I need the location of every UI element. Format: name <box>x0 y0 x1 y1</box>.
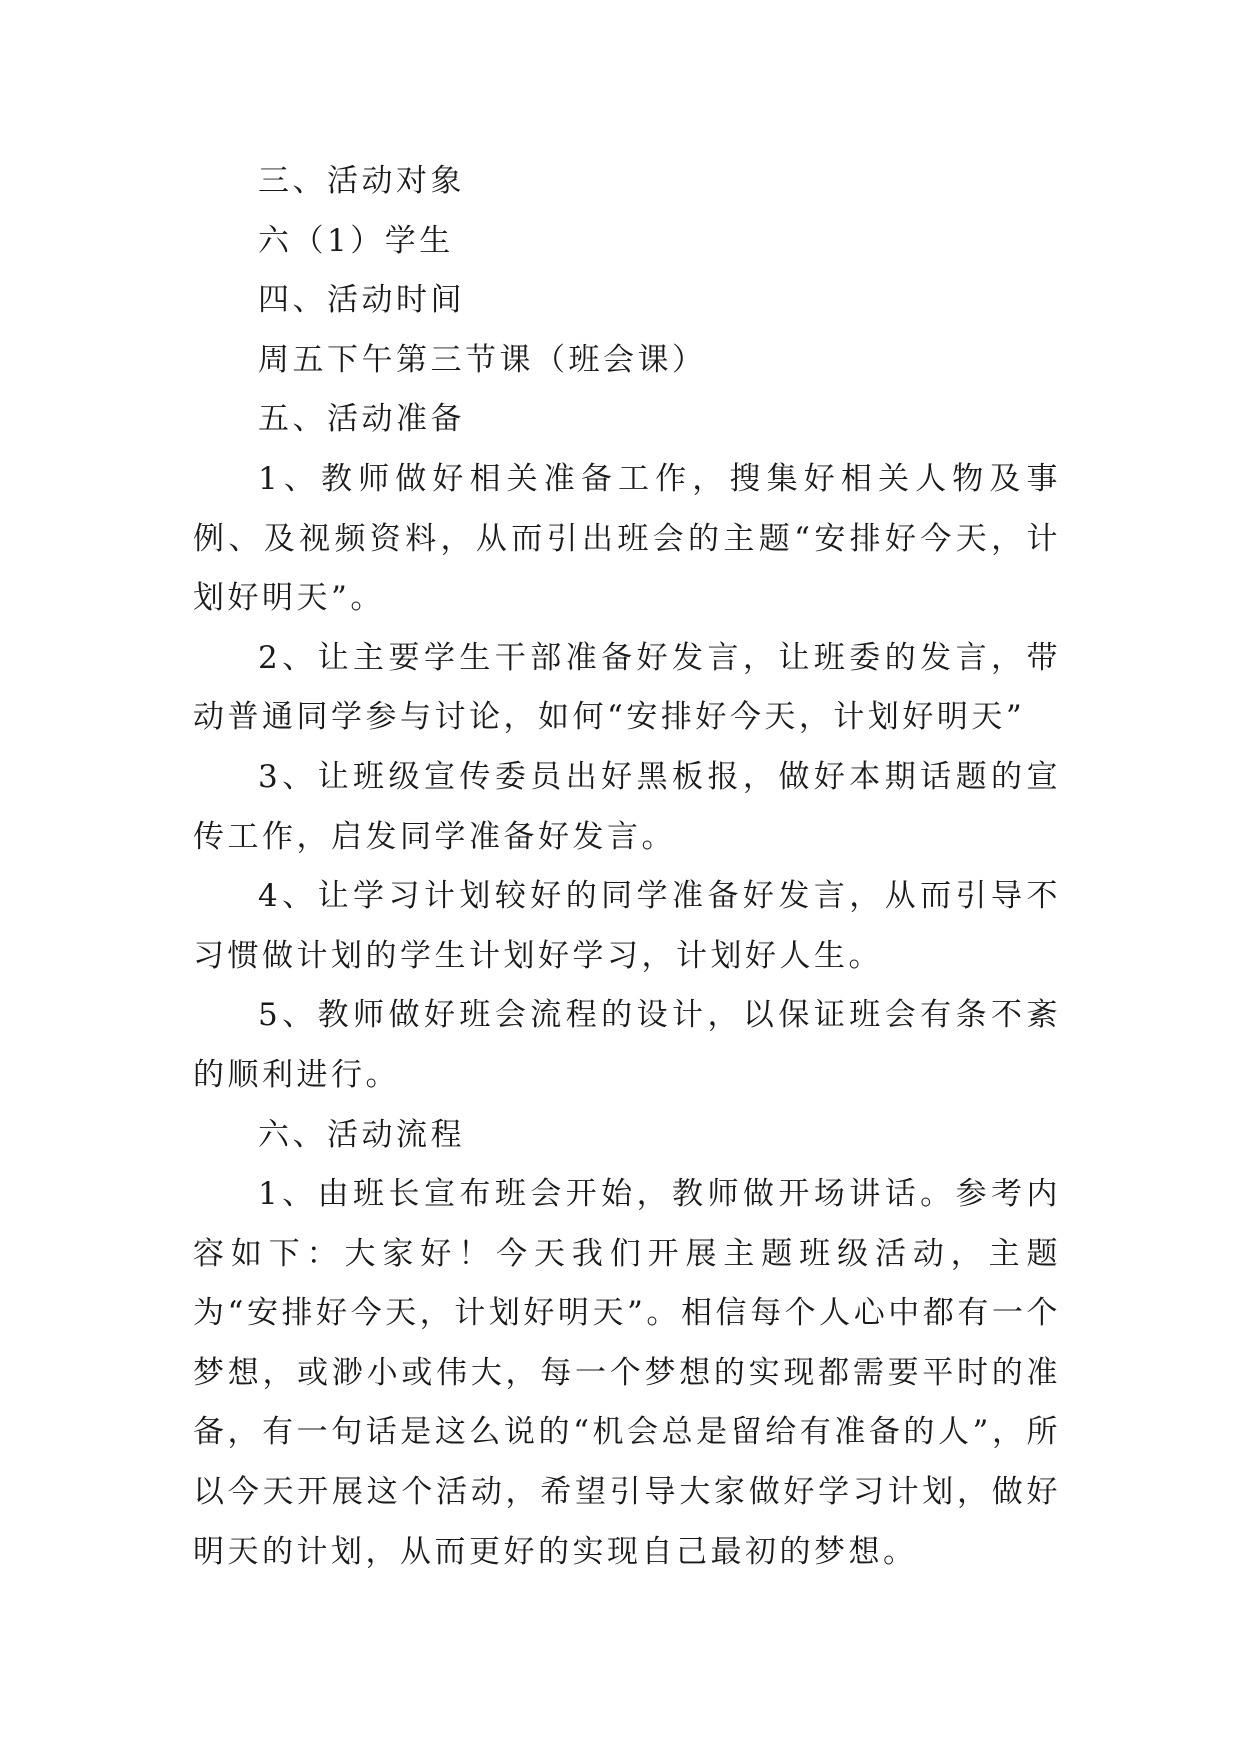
preparation-item-4: 4、让学习计划较好的同学准备好发言，从而引导不习惯做计划的学生计划好学习，计划好人生。 <box>193 878 1061 974</box>
document-body <box>193 152 1061 1582</box>
preparation-item-2: 2、让主要学生干部准备好发言，让班委的发言，带动普通同学参与讨论，如何“安排好今天，计划好明天” <box>193 639 1061 736</box>
section-heading-preparation: 五、活动准备 <box>258 401 465 438</box>
paragraph-target-audience: 六（1）学生 <box>258 222 454 259</box>
paragraph-time: 周五下午第三节课（班会课） <box>258 341 707 378</box>
process-item-1: 1、由班长宣布班会开始，教师做开场讲话。参考内容如下：大家好！今天我们开展主题班级活动，主题为“安排好今天，计划好明天”。相信每个人心中都有一个梦想，或渺小或伟大，每一个梦想的实现都需要平时的准备，有一句话是这么说的“机会总是留给有准备的人”，所以今天开展这个活动，希望引导大家做好学习计划，做好明天的计划，从而更好的实现自己最初的梦想。 <box>193 1176 1061 1570</box>
preparation-item-5: 5、教师做好班会流程的设计，以保证班会有条不紊的顺利进行。 <box>193 997 1061 1093</box>
section-heading-target: 三、活动对象 <box>258 163 465 199</box>
preparation-item-3: 3、让班级宣传委员出好黑板报，做好本期话题的宣传工作，启发同学准备好发言。 <box>193 758 1061 855</box>
preparation-item-1: 1、教师做好相关准备工作，搜集好相关人物及事例、及视频资料，从而引出班会的主题“安排好今天，计划好明天”。 <box>193 460 1061 617</box>
section-heading-process: 六、活动流程 <box>258 1116 465 1153</box>
section-heading-time: 四、活动时间 <box>258 282 465 319</box>
